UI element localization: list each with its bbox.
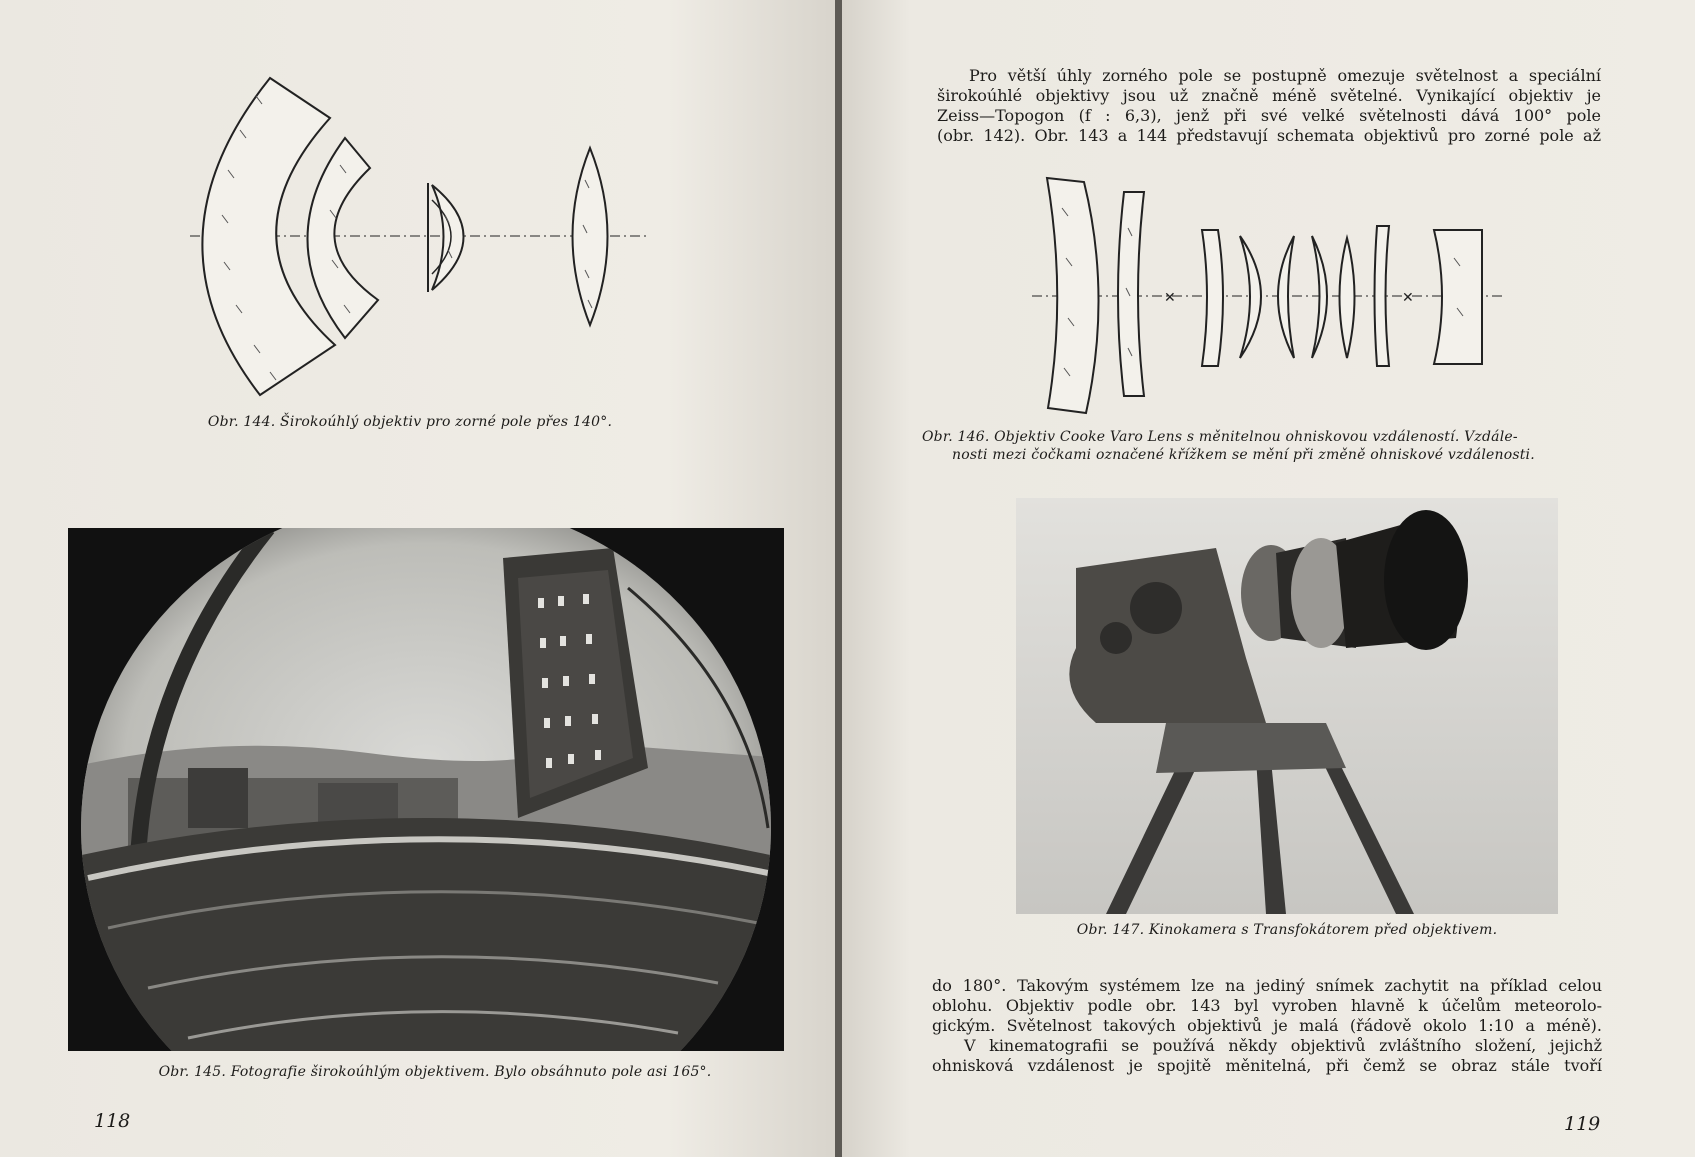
fig144-lens-3 xyxy=(432,185,464,290)
text-line: širokoúhlé objektivy jsou už značně méně světelné. Vynikající objektiv je xyxy=(937,86,1601,105)
text-line: Pro větší úhly zorného pole se postupně omezuje světelnost a speciální xyxy=(969,66,1601,85)
left-page xyxy=(0,0,835,1157)
fig146-caption-line1: Obr. 146. Objektiv Cooke Varo Lens s měnitelnou ohniskovou vzdáleností. Vzdále- xyxy=(922,429,1518,445)
right-page-number: 119 xyxy=(1564,1113,1601,1135)
fig145-fisheye-photo xyxy=(68,528,784,1051)
svg-text:✕: ✕ xyxy=(1164,290,1176,306)
text-line: ohnisková vzdálenost je spojitě měnitelná, při čemž se obraz stále tvoří xyxy=(932,1056,1602,1075)
text-line: gickým. Světelnost takových objektivů je malá (řádově okolo 1:10 a méně). xyxy=(932,1016,1602,1035)
svg-text:✕: ✕ xyxy=(1402,290,1414,306)
top-paragraph xyxy=(937,66,1601,146)
fig147-caption: Obr. 147. Kinokamera s Transfokátorem před objektivem. xyxy=(1076,922,1498,938)
fig146-caption-line2: nosti mezi čočkami označené křížkem se mění při změně ohniskové vzdálenosti. xyxy=(952,447,1535,463)
fig144-caption: Obr. 144. Širokoúhlý objektiv pro zorné pole přes 140°. xyxy=(207,414,613,430)
bottom-paragraph xyxy=(932,976,1602,1076)
fig144-lens-diagram xyxy=(0,0,835,420)
book-gutter xyxy=(835,0,842,1157)
fig146-lens-diagram xyxy=(842,168,1695,418)
fig147-camera-photo xyxy=(1016,498,1558,914)
fig144-lens-4 xyxy=(573,148,608,325)
right-page xyxy=(842,0,1695,1157)
fig146-caption xyxy=(922,428,1612,464)
text-line: (obr. 142). Obr. 143 a 144 představují schemata objektivů pro zorné pole až xyxy=(937,126,1601,145)
text-line: do 180°. Takovým systémem lze na jediný snímek zachytit na příklad celou xyxy=(932,976,1602,995)
text-line: V kinematografii se používá někdy objektivů zvláštního složení, jejichž xyxy=(964,1036,1602,1055)
text-line: oblohu. Objektiv podle obr. 143 byl vyroben hlavně k účelům meteorolo- xyxy=(932,996,1602,1015)
text-line: Zeiss—Topogon (f : 6,3), jenž při své velké světelnosti dává 100° pole xyxy=(937,106,1601,125)
left-page-number: 118 xyxy=(94,1110,131,1132)
fig145-caption: Obr. 145. Fotografie širokoúhlým objektivem. Bylo obsáhnuto pole asi 165°. xyxy=(158,1064,712,1080)
